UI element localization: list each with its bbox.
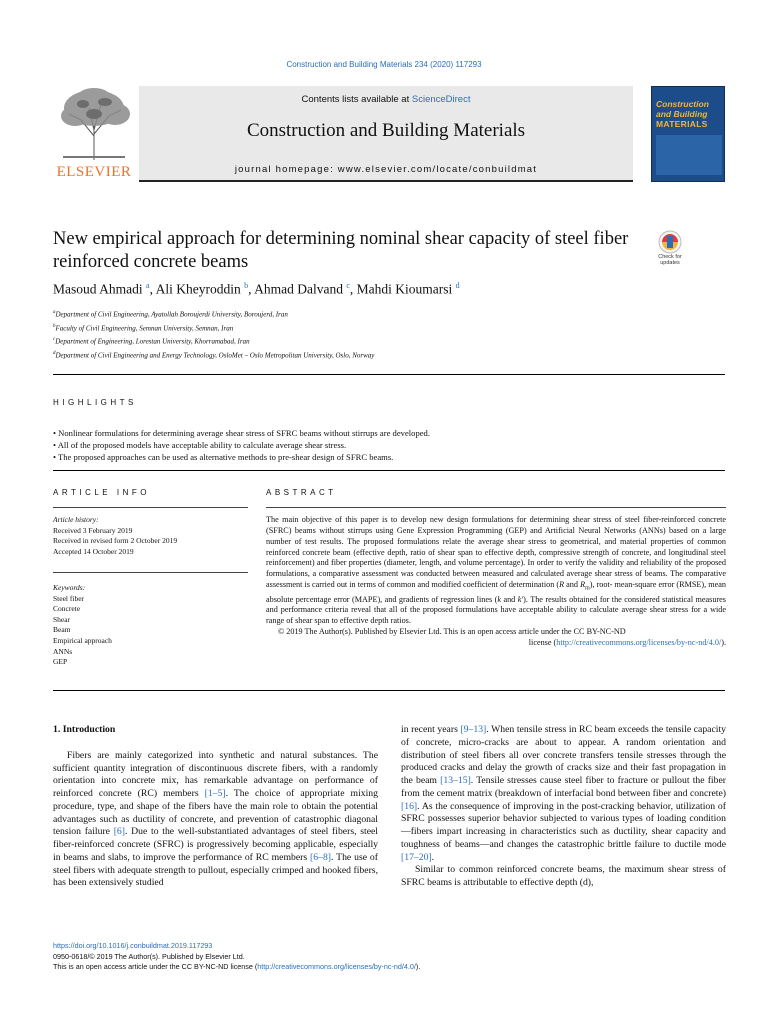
citation-link[interactable]: [6–8] — [310, 851, 332, 863]
elsevier-tree-icon — [53, 86, 135, 162]
license-prefix: license ( — [528, 637, 557, 647]
affiliation-item — [53, 334, 693, 348]
body-text: . The use of steel fibers with adequate strength to pullout, especially crimped and hooked fibers, has been extensively studied — [53, 851, 378, 889]
body-text: . Due to the well-substantiated advantages of steel fibers, steel fiber-reinforced concrete (SFRC) is progressively becoming applicable, especially in beams and slabs, to improve the performance of RC members — [53, 826, 378, 863]
body-text: . The choice of appropriate mixing procedure, type, and shape of the fibers have the main role to obtain the potential advantages such as ductility of concrete, and prevention of catastrophic diagonal tension failure — [53, 788, 378, 838]
author-name[interactable]: Ahmad Dalvand — [254, 281, 343, 297]
abstract-license — [266, 638, 726, 649]
affiliation-marker: b — [53, 323, 56, 329]
citation-link[interactable]: [13–15] — [440, 775, 471, 786]
oa-license-link[interactable]: http://creativecommons.org/licenses/by-nc-nd/4.0/ — [257, 962, 416, 971]
k-prime-symbol: k' — [517, 594, 524, 604]
author-affiliation-marker[interactable]: d — [455, 281, 460, 290]
affiliation-text: Department of Engineering, Lorestan University, Khorramabad, Iran — [55, 337, 250, 346]
open-access-line — [53, 962, 725, 973]
abstract-copyright: © 2019 The Author(s). Published by Elsevier Ltd. This is an open access article under the CC BY-NC-ND — [278, 627, 626, 637]
abstract-text — [266, 515, 726, 649]
crossmark-icon — [650, 230, 690, 254]
rm-symbol: R — [580, 580, 586, 590]
body-text: Fibers are mainly categorized into synthetic and natural substances. The sufficient quantity integration of discontinuous discrete fibers, with a randomly orientation into concrete mix, has remarkable advantage on performance of reinforced concrete (RC) members — [53, 749, 378, 799]
highlight-item: • Nonlinear formulations for determining average shear stress of SFRC beams without stirrups are developed. — [53, 428, 430, 438]
affiliation-text: Department of Civil Engineering, Ayatollah Boroujerdi University, Boroujerd, Iran — [55, 310, 288, 319]
cover-title-line1: Construction — [656, 99, 709, 109]
keyword: Concrete — [53, 604, 81, 614]
article-title: New empirical approach for determining nominal shear capacity of steel fiber reinforced concrete beams — [53, 229, 629, 272]
citation-link[interactable]: [6] — [113, 826, 125, 838]
affiliation-item — [53, 348, 693, 362]
author-name[interactable]: Masoud Ahmadi — [53, 281, 143, 297]
received-date: Received 3 February 2019 — [53, 525, 133, 535]
keyword: Steel fiber — [53, 593, 85, 603]
abstract-text-part: The main objective of this paper is to develop new design formulations for determining shear stress of steel fiber-reinforced concrete (SFRC) beams without stirrups using Gene Expression Programming (GEP) and Artificial Neural Networks (ANNs) based on a large number of test results. The proposed formulations relate the average shear stress to geometrical, and material properties of common reinforced concrete beam (effective depth, ratio of shear span to effective depth, compressive strength of concrete, and longitudinal steel reinforcement) and fiber properties (diameter, length, and volume percentage). In order to verify the validity and reliability of the proposed formulations, a comparative assessment was conducted between measured and calculated average shear stress of beams. The comparative assessment is carried out in terms of common and modified coefficient of determination ( — [266, 515, 726, 590]
cover-title-line3: MATERIALS — [656, 119, 708, 129]
section-divider — [53, 690, 725, 691]
body-text: in recent years — [401, 724, 461, 735]
body-text: . When tensile stress in RC beam exceeds the tensile capacity of concrete, micro-cracks are about to appear. A random orientation and distribution of steel fibers all over concrete transfers tensile stresses through the produced cracks and delay the growth of cracks size and their fast propagation in the beam — [401, 724, 726, 786]
masthead-banner — [139, 86, 633, 182]
article-info — [53, 515, 248, 557]
affiliation-text: Department of Civil Engineering and Energy Technology, OsloMet – Oslo Metropolitan University, Oslo, Norway — [55, 351, 375, 360]
keyword: GEP — [53, 657, 68, 667]
body-paragraph — [401, 724, 726, 864]
highlight-text: The proposed approaches can be used as alternative methods to pre-shear design of SFRC beams. — [58, 452, 394, 462]
body-text: . Tensile stresses cause steel fiber to fracture or pullout the fiber from the cement matrix (breakdown of interfacial bond between fiber and concrete) — [401, 775, 726, 799]
body-paragraph — [53, 750, 378, 890]
article-info-heading: ARTICLE INFO — [53, 488, 150, 497]
journal-title[interactable]: Construction and Building Materials — [246, 120, 526, 141]
abstract-divider — [266, 507, 726, 508]
highlights-list — [53, 427, 725, 463]
keyword: Empirical approach — [53, 635, 112, 645]
section-divider — [53, 374, 725, 375]
keywords-label: Keywords: — [53, 583, 86, 592]
journal-homepage — [139, 164, 633, 175]
doi-link[interactable]: https://doi.org/10.1016/j.conbuildmat.2019.117293 — [53, 941, 213, 950]
keywords-block — [53, 583, 248, 668]
author-affiliation-marker[interactable]: b — [244, 281, 249, 290]
author-affiliation-marker[interactable]: a — [146, 281, 150, 290]
oa-suffix: ). — [415, 962, 421, 971]
author-affiliation-marker[interactable]: c — [346, 281, 350, 290]
r-symbol: R — [559, 580, 565, 590]
affiliation-marker: a — [53, 310, 56, 315]
citation-link[interactable]: [9–13] — [460, 724, 487, 735]
body-text: . As the consequence of improving in the post-cracking behavior, utilization of SFRC possesses superior behavior subjected to various types of loading condition—fibers impart increasing in characteristics such as ductility, shear capacity and toughness of beams—and changes the catastrophic brittle failure to ductile mode — [401, 800, 726, 850]
cover-title — [656, 99, 722, 129]
contents-prefix: Contents lists available at — [301, 94, 412, 105]
page-footer — [53, 941, 725, 973]
body-paragraph — [401, 864, 726, 890]
keyword: Beam — [53, 625, 71, 635]
citation-link[interactable]: [1–5] — [204, 788, 226, 799]
sciencedirect-link[interactable]: ScienceDirect — [411, 94, 471, 105]
cover-image-band — [656, 135, 722, 175]
journal-cover-thumbnail[interactable] — [651, 86, 725, 182]
accepted-date: Accepted 14 October 2019 — [53, 546, 134, 556]
check-for-updates-badge[interactable] — [650, 230, 690, 270]
citation-link[interactable]: [16] — [401, 800, 418, 812]
cover-title-line2: and Building — [656, 109, 708, 119]
citation-link[interactable]: [17–20] — [401, 851, 432, 863]
introduction-heading: 1. Introduction — [53, 724, 116, 735]
k-symbol: k — [497, 594, 502, 604]
rm-subscript: m — [585, 585, 590, 592]
revised-date: Received in revised form 2 October 2019 — [53, 536, 178, 546]
abstract-text-part: ), root- mean-square error (RMSE), mean absolute percentage error (MAPE), and gradients of regression lines ( — [266, 580, 726, 604]
highlight-item: • All of the proposed models have acceptable ability to calculate average shear stress. — [53, 440, 347, 450]
info-divider — [53, 507, 248, 508]
section-divider — [53, 470, 725, 471]
affiliation-item — [53, 321, 693, 335]
highlight-item: • The proposed approaches can be used as alternative methods to pre-shear design of SFRC beams. — [53, 452, 394, 462]
abstract-heading: ABSTRACT — [266, 488, 337, 497]
affiliation-text: Faculty of Civil Engineering, Semnan University, Semnan, Iran — [55, 324, 234, 333]
highlight-text: Nonlinear formulations for determining average shear stress of SFRC beams without stirrups are developed. — [58, 428, 430, 438]
author-name[interactable]: Mahdi Kioumarsi — [356, 281, 453, 297]
body-text: Similar to common reinforced concrete beams, the maximum shear stress of SFRC beams is attributable to effective depth (d), — [401, 864, 726, 888]
oa-prefix: This is an open access article under the CC BY-NC-ND license ( — [53, 962, 258, 971]
contents-line — [139, 94, 633, 105]
license-link[interactable]: http://creativecommons.org/licenses/by-nc-nd/4.0/ — [556, 637, 722, 647]
body-text: . — [431, 851, 435, 863]
history-label: Article history: — [53, 515, 99, 524]
abstract-text-part: ). The results obtained for the considered statistical measures and performance criteria reveal that all of the proposed formulations have acceptable ability to calculate average shear stress for a wide range of shear span to effective depth ratios. — [266, 594, 726, 626]
affiliation-marker: c — [53, 337, 56, 343]
body-column-right — [401, 724, 726, 890]
affiliation-list — [53, 307, 693, 362]
info-divider — [53, 572, 248, 573]
affiliation-marker: d — [53, 351, 56, 357]
issn-line: 0950-0618/© 2019 The Author(s). Published by Elsevier Ltd. — [53, 951, 245, 961]
abstract-text-part: and — [501, 594, 518, 604]
license-suffix: ). — [721, 637, 726, 647]
body-column-left — [53, 724, 378, 890]
elsevier-wordmark: ELSEVIER — [56, 164, 132, 180]
affiliation-item — [53, 307, 693, 321]
journal-masthead — [53, 86, 725, 182]
author-name[interactable]: Ali Kheyroddin — [155, 281, 241, 297]
keyword: Shear — [53, 614, 71, 624]
homepage-prefix: journal homepage: — [234, 164, 338, 175]
journal-reference[interactable]: Construction and Building Materials 234 (2020) 117293 — [286, 60, 482, 69]
crossmark-label: Check for updates — [658, 254, 682, 266]
highlights-heading: HIGHLIGHTS — [53, 398, 137, 407]
elsevier-logo[interactable] — [53, 86, 135, 182]
author-list: Masoud Ahmadi $^a$, Ali Kheyroddin $^b$, Ahmad Dalvand $^c$, Mahdi Kioumarsi $^d$ — [53, 281, 460, 297]
homepage-url-link[interactable]: www.elsevier.com/locate/conbuildmat — [337, 164, 538, 175]
keyword: ANNs — [53, 646, 73, 656]
highlight-text: All of the proposed models have acceptable ability to calculate average shear stress. — [57, 440, 347, 450]
abstract-text-part: and — [564, 580, 581, 590]
